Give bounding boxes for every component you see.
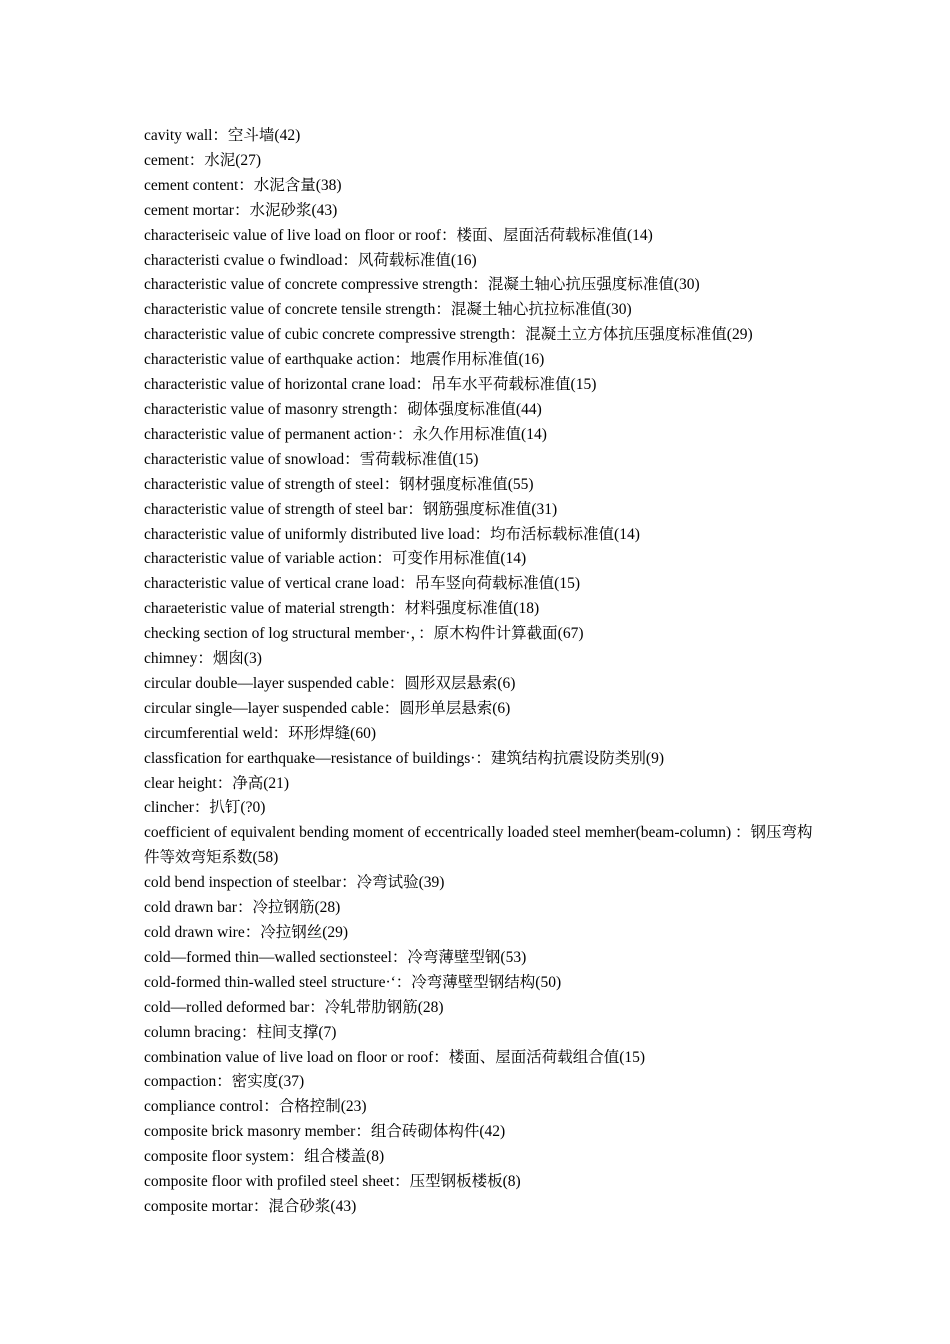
glossary-entry: characteristic value of strength of steel：钢材强度标准值(55)	[144, 475, 534, 493]
glossary-entry: cold-formed thin-walled steel structure·‘：冷弯薄壁型钢结构(50)	[144, 973, 562, 991]
glossary-entry: cavity wall：空斗墙(42)	[144, 127, 301, 144]
glossary-entry: cement content：水泥含量(38)	[144, 176, 342, 194]
glossary-entry: cold—rolled deformed bar：冷轧带肋钢筋(28)	[144, 998, 444, 1016]
glossary-entry: column bracing：柱间支撑(7)	[144, 1023, 337, 1041]
glossary-entry: characteristic value of earthquake action：地震作用标准值(16)	[144, 351, 545, 369]
glossary-entry: circumferential weld：环形焊缝(60)	[144, 724, 376, 742]
glossary-entry: characteristic value of strength of steel bar：钢筋强度标准值(31)	[144, 500, 558, 518]
glossary-entry: cold—formed thin—walled sectionsteel：冷弯薄壁型钢(53)	[144, 948, 527, 966]
glossary-entry: compaction：密实度(37)	[144, 1073, 305, 1091]
glossary-entry: composite floor with profiled steel sheet：压型钢板楼板(8)	[144, 1173, 521, 1191]
glossary-entry: characteristic value of masonry strength：砌体强度标准值(44)	[144, 400, 542, 418]
glossary-entry: characteristic value of horizontal crane load：吊车水平荷载标准值(15)	[144, 376, 597, 394]
glossary-entry: coefficient of equivalent bending moment of eccentrically loaded steel memher(beam-column) ：钢压弯构件等效弯矩系数(58)	[144, 824, 813, 867]
glossary-entry: cold drawn bar：冷拉钢筋(28)	[144, 899, 341, 917]
glossary-list	[144, 124, 814, 1220]
glossary-entry: checking section of log structural member·，：原木构件计算截面(67)	[144, 625, 584, 643]
glossary-entry: clear height：净高(21)	[144, 774, 290, 792]
glossary-entry: cement mortar：水泥砂浆(43)	[144, 201, 338, 219]
glossary-entry: characteristic value of snowload：雪荷载标准值(15)	[144, 450, 479, 468]
glossary-entry: composite brick masonry member：组合砖砌体构件(42)	[144, 1123, 506, 1141]
glossary-entry: characteristic value of vertical crane load：吊车竖向荷载标准值(15)	[144, 575, 580, 593]
glossary-entry: compliance control：合格控制(23)	[144, 1098, 367, 1116]
glossary-entry: cold drawn wire：冷拉钢丝(29)	[144, 924, 349, 941]
glossary-entry: characteristic value of cubic concrete compressive strength：混凝土立方体抗压强度标准值(29)	[144, 326, 753, 344]
glossary-entry: circular double—layer suspended cable：圆形双层悬索(6)	[144, 674, 516, 692]
glossary-entry: characteristic value of uniformly distributed live load：均布活标载标准值(14)	[144, 525, 640, 543]
glossary-entry: characteristic value of variable action：可变作用标准值(14)	[144, 550, 527, 568]
glossary-entry: cement：水泥(27)	[144, 151, 262, 169]
glossary-entry: characteristi cvalue o fwindload：风荷载标准值(16)	[144, 251, 477, 269]
glossary-entry: characteristic value of concrete tensile strength：混凝土轴心抗拉标准值(30)	[144, 301, 632, 319]
glossary-entry: characteristic value of concrete compressive strength：混凝土轴心抗压强度标准值(30)	[144, 276, 700, 294]
glossary-entry: chimney：烟囱(3)	[144, 650, 262, 668]
glossary-entry: cold bend inspection of steelbar：冷弯试验(39)	[144, 874, 445, 892]
glossary-entry: clincher：扒钉(?0)	[144, 799, 266, 817]
glossary-entry: circular single—layer suspended cable：圆形单层悬索(6)	[144, 699, 511, 717]
glossary-entry: characteristic value of permanent action·：永久作用标准值(14)	[144, 425, 547, 443]
glossary-entry: classfication for earthquake—resistance of buildings·：建筑结构抗震设防类别(9)	[144, 749, 664, 767]
glossary-entry: charaeteristic value of material strength：材料强度标准值(18)	[144, 600, 540, 618]
glossary-entry: composite floor system：组合楼盖(8)	[144, 1148, 385, 1166]
glossary-entry: combination value of live load on floor or roof：楼面、屋面活荷载组合值(15)	[144, 1048, 646, 1066]
glossary-entry: characteriseic value of live load on floor or roof：楼面、屋面活荷载标准值(14)	[144, 226, 653, 244]
glossary-entry: composite mortar：混合砂浆(43)	[144, 1197, 357, 1215]
